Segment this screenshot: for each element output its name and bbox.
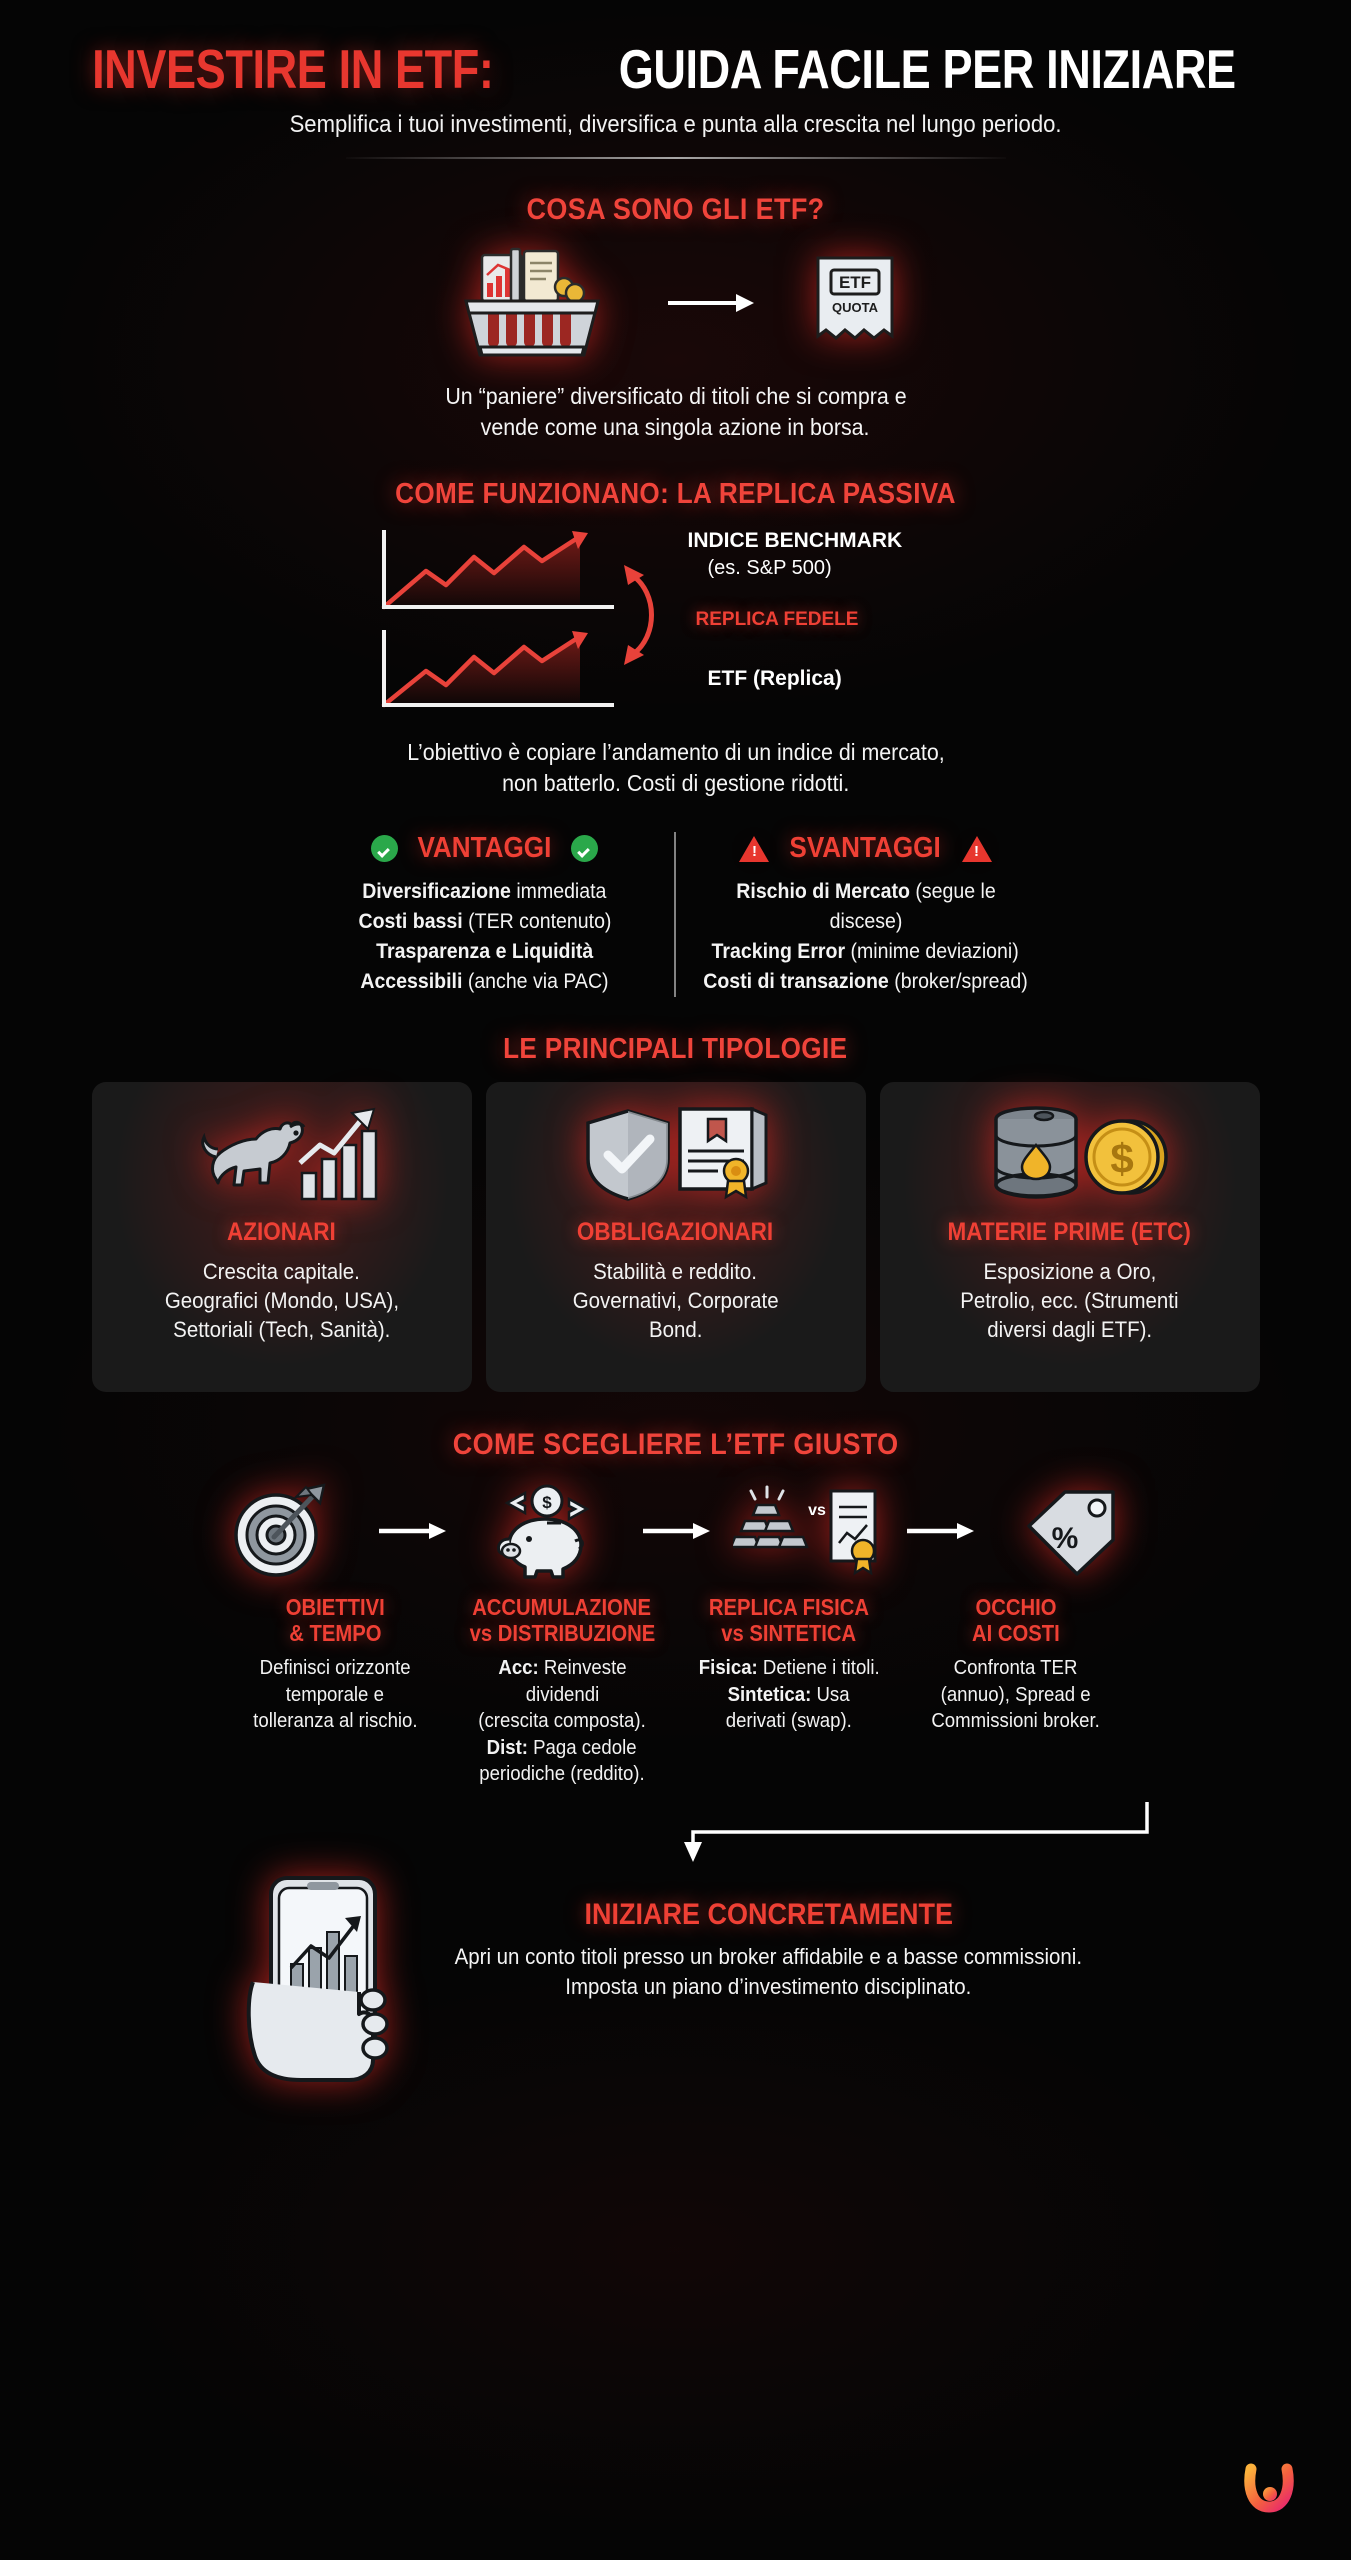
step-accumulation <box>449 1594 676 1788</box>
shield-and-certificate-icon <box>576 1098 776 1208</box>
section-how-heading: COME FUNZIONANO: LA REPLICA PASSIVA <box>395 478 956 511</box>
check-circle-icon-left <box>371 835 398 862</box>
list-item: Costi bassi (TER contenuto) <box>358 910 611 934</box>
step-title: REPLICA FISICA vs SINTETICA <box>708 1593 870 1647</box>
pros-heading <box>308 832 662 865</box>
page-title <box>40 38 1311 100</box>
arrow-right-icon-1 <box>375 1522 449 1540</box>
step-costs <box>903 1594 1130 1788</box>
replica-fedele-label: REPLICA FEDELE <box>695 609 859 631</box>
elbow-arrow-down-icon <box>535 1798 1155 1868</box>
header <box>40 0 1311 159</box>
section-what-are-etf <box>40 193 1311 442</box>
card-body: Stabilità e reddito. Governativi, Corporate Bond. <box>572 1258 779 1343</box>
step-title: ACCUMULAZIONE vs DISTRIBUZIONE <box>469 1593 655 1647</box>
types-card-list <box>40 1082 1311 1392</box>
check-circle-icon-right <box>571 835 598 862</box>
replication-diagram <box>40 527 1311 717</box>
benchmark-chart <box>366 527 626 615</box>
cons-list <box>688 877 1044 996</box>
step-body: Acc: Reinveste dividendi (crescita composta). Dist: Paga cedole periodiche (reddito). <box>478 1656 646 1786</box>
pros-column <box>296 832 676 996</box>
list-item: Diversificazione immediata <box>362 880 607 904</box>
etf-quota-certificate-icon <box>800 244 910 362</box>
cons-heading <box>688 832 1044 865</box>
etf-badge-top-text: ETF <box>838 273 871 292</box>
card-title: MATERIE PRIME (ETC) <box>947 1217 1192 1246</box>
header-divider <box>346 157 1006 159</box>
brand-logo <box>1241 2461 1299 2522</box>
type-card-obbligazionari[interactable] <box>486 1082 866 1392</box>
cons-heading-text: SVANTAGGI <box>789 832 942 865</box>
section-types <box>40 1033 1311 1392</box>
list-item: Costi di transazione (broker/spread) <box>703 969 1028 993</box>
list-item: Trasparenza e Liquidità <box>375 939 594 963</box>
svg-text:$: $ <box>541 1492 552 1512</box>
section-get-started <box>40 1798 1311 2082</box>
section-types-heading: LE PRINCIPALI TIPOLOGIE <box>503 1032 848 1065</box>
section-pros-cons <box>40 832 1311 996</box>
section-how-body: L’obiettivo è copiare l’andamento di un indice di mercato, non batterlo. Costi di gestione ridotti. <box>406 739 945 796</box>
step-title: OBIETTIVI & TEMPO <box>285 1593 385 1647</box>
section-how-it-works <box>40 478 1311 798</box>
etf-badge-bottom-text: QUOTA <box>831 300 878 315</box>
svg-text:%: % <box>1051 1521 1078 1555</box>
piggy-bank-icon <box>449 1476 639 1586</box>
type-card-materie-prime[interactable] <box>880 1082 1260 1392</box>
arrow-right-icon <box>666 291 756 315</box>
warning-triangle-icon-right <box>962 836 992 862</box>
step-body: Confronta TER (annuo), Spread e Commissioni broker. <box>931 1656 1101 1733</box>
step-objectives <box>222 1594 449 1788</box>
list-item: Tracking Error (minime deviazioni) <box>711 939 1020 963</box>
step-body: Definisci orizzonte temporale e tolleranza al rischio. <box>252 1656 418 1733</box>
flow-connector <box>40 1798 1311 1868</box>
get-started-body: Apri un conto titoli presso un broker affidabile e a basse commissioni. Imposta un piano d’investimento disciplinato. <box>454 1943 1083 1999</box>
page-subtitle: Semplifica i tuoi investimenti, diversifica e punta alla crescita nel lungo periodo. <box>289 111 1062 138</box>
cons-column <box>676 832 1056 996</box>
benchmark-sublabel: (es. S&P 500) <box>707 557 832 580</box>
bull-and-bars-icon <box>182 1098 382 1208</box>
step-title: OCCHIO AI COSTI <box>972 1593 1060 1647</box>
gold-bars-vs-document-icon <box>713 1476 903 1586</box>
card-body: Esposizione a Oro, Petrolio, ecc. (Strumenti diversi dagli ETF). <box>960 1258 1179 1343</box>
pros-heading-text: VANTAGGI <box>417 832 552 865</box>
steps-icon-row <box>40 1476 1311 1586</box>
basket-to-etf-diagram <box>40 243 1311 363</box>
section-choose-heading: COME SCEGLIERE L’ETF GIUSTO <box>452 1427 899 1461</box>
title-white-part: GUIDA FACILE PER INIZIARE <box>618 38 1236 100</box>
get-started-text <box>431 1872 1106 2002</box>
type-card-azionari[interactable] <box>92 1082 472 1392</box>
arrow-right-icon-3 <box>903 1522 977 1540</box>
card-title: AZIONARI <box>227 1217 336 1246</box>
card-title: OBBLIGAZIONARI <box>577 1217 774 1246</box>
pros-list <box>308 877 662 996</box>
card-body: Crescita capitale. Geografici (Mondo, USA), Settoriali (Tech, Sanità). <box>164 1258 399 1343</box>
price-tag-percent-icon <box>977 1476 1167 1586</box>
step-body: Fisica: Detiene i titoli. Sintetica: Usa derivati (swap). <box>698 1656 880 1733</box>
step-replication <box>676 1594 903 1788</box>
target-dartboard-icon <box>185 1476 375 1586</box>
get-started-heading: INIZIARE CONCRETAMENTE <box>584 1897 953 1931</box>
warning-triangle-icon-left <box>739 836 769 862</box>
section-what-heading: COSA SONO GLI ETF? <box>526 193 825 226</box>
etf-replica-label: ETF (Replica) <box>707 667 842 691</box>
vs-label: vs <box>807 1501 826 1519</box>
section-how-to-choose <box>40 1428 1311 1788</box>
svg-text:$: $ <box>1109 1134 1134 1182</box>
get-started-row <box>40 1872 1311 2082</box>
hand-holding-phone-icon <box>245 1872 405 2082</box>
list-item: Accessibili (anche via PAC) <box>360 969 609 993</box>
list-item: Rischio di Mercato (segue le discese) <box>735 880 996 934</box>
benchmark-label: INDICE BENCHMARK <box>687 529 903 553</box>
title-red-part: INVESTIRE IN ETF: <box>92 38 494 100</box>
etf-replica-chart <box>366 625 626 713</box>
shopping-basket-icon <box>442 243 622 363</box>
oil-barrel-and-coin-icon <box>970 1098 1170 1208</box>
two-way-curved-arrow-icon <box>614 555 676 675</box>
section-what-body: Un “paniere” diversificato di titoli che si compra e vende come una singola azione in borsa. <box>444 383 907 440</box>
steps-text-row <box>40 1594 1311 1788</box>
arrow-right-icon-2 <box>639 1522 713 1540</box>
